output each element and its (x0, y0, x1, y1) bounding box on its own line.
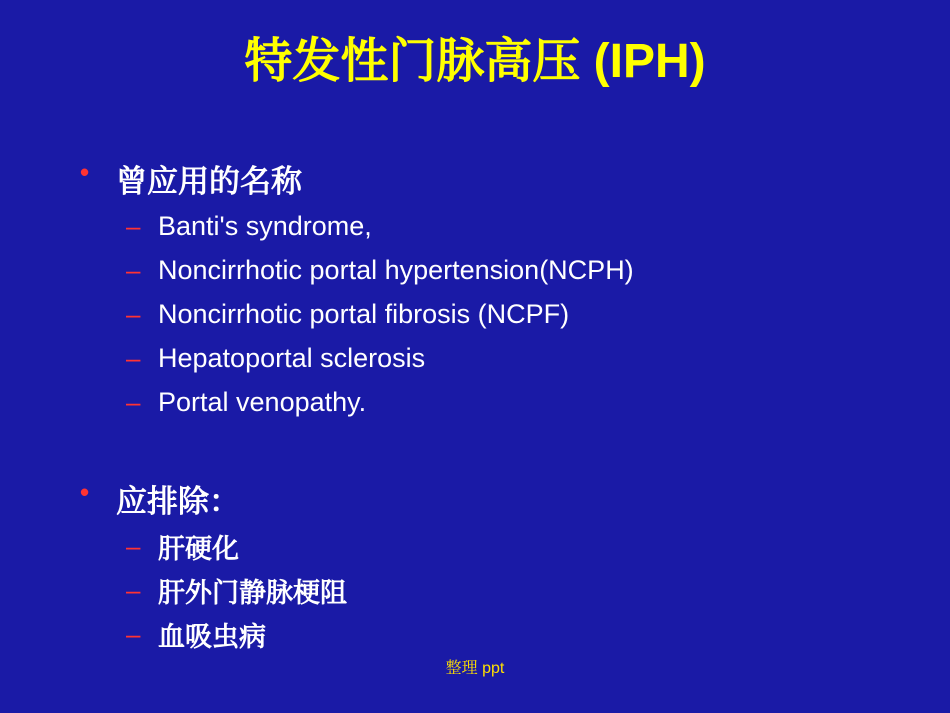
list-item-text: 血吸虫病 (158, 621, 266, 652)
dash-icon: – (126, 343, 141, 373)
list-item (80, 612, 900, 656)
dash-icon: – (126, 531, 141, 561)
list-item (80, 568, 900, 612)
slide-title: 特发性门脉高压 (IPH) (244, 35, 706, 88)
list-item-text: Banti's syndrome, (158, 210, 372, 241)
bullet-row (80, 152, 900, 204)
list-item (80, 204, 900, 248)
section-heading: 曾应用的名称 (116, 163, 302, 199)
bullet-dot-icon: • (80, 477, 90, 507)
list-item (80, 524, 900, 568)
section-heading: 应排除： (116, 483, 240, 519)
list-item (80, 380, 900, 424)
dash-icon: – (126, 575, 141, 605)
bullet-section-exclusions (80, 472, 900, 656)
footer-label: 整理 ppt (445, 660, 505, 677)
bullet-row (80, 472, 900, 524)
dash-icon: – (126, 255, 141, 285)
dash-icon: – (126, 619, 141, 649)
list-item (80, 292, 900, 336)
list-item (80, 248, 900, 292)
bullet-section-former-names (80, 152, 900, 424)
list-item-text: 肝外门静脉梗阻 (158, 577, 347, 608)
list-item (80, 336, 900, 380)
list-item-text: 肝硬化 (158, 533, 239, 564)
list-item-text: Noncirrhotic portal fibrosis (NCPF) (158, 298, 570, 329)
list-item-text: Hepatoportal sclerosis (158, 342, 426, 373)
list-item-text: Portal venopathy. (158, 386, 367, 417)
dash-icon: – (126, 387, 141, 417)
sub-list (80, 524, 900, 656)
dash-icon: – (126, 299, 141, 329)
bullet-dot-icon: • (80, 157, 90, 187)
dash-icon: – (126, 211, 141, 241)
sub-list (80, 204, 900, 424)
list-item-text: Noncirrhotic portal hypertension(NCPH) (158, 254, 634, 285)
